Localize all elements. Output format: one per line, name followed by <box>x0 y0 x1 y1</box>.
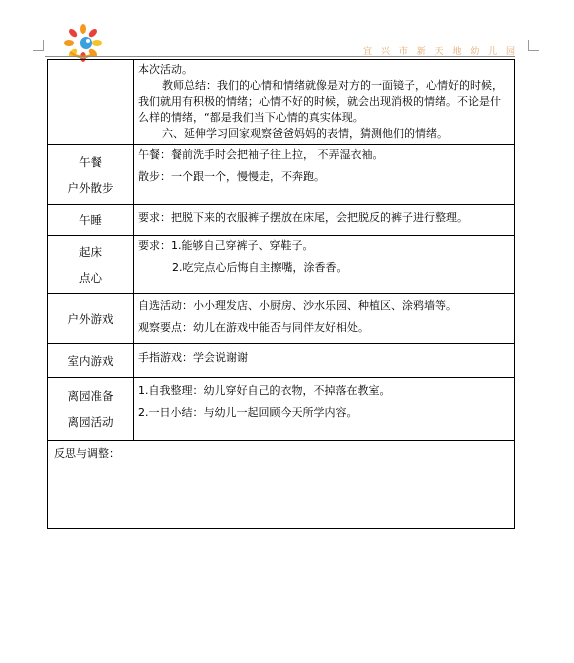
row-lunch <box>48 145 515 205</box>
row-outdoor <box>48 294 515 344</box>
snack-line: 2.吃完点心后悔自主擦嘴，涂香香。 <box>172 261 348 274</box>
header-divider <box>45 56 515 57</box>
nap-content-cell <box>134 205 515 236</box>
indoor-label: 室内游戏 <box>67 353 114 368</box>
indoor-label-cell <box>48 344 134 378</box>
snack-label: 点心 <box>79 270 102 285</box>
summary-line: 2.一日小结：与幼儿一起回顾今天所学内容。 <box>138 406 358 419</box>
leave-label-cell <box>48 378 134 441</box>
indoor-line: 手指游戏：学会说谢谢 <box>138 351 248 364</box>
activity-label-cell <box>48 60 134 145</box>
row-activity <box>48 60 515 145</box>
row-leave <box>48 378 515 441</box>
activity-line: 教师总结：我们的心情和情绪就像是对方的一面镜子，心情好的时候，我们就用有积极的情绪；心情不好的时候，就会出现消极的情绪。不论是什么样的情绪，“都是我们当下心情的真实体现。 <box>138 79 503 124</box>
wake-label: 起床 <box>79 244 102 259</box>
wake-label-cell <box>48 236 134 294</box>
observe-line: 观察要点：幼儿在游戏中能否与同伴友好相处。 <box>138 321 369 334</box>
lunch-line: 午餐：餐前洗手时会把袖子往上拉， 不弄湿衣袖。 <box>138 148 384 161</box>
lunch-label: 午餐 <box>79 154 102 169</box>
wake-content-cell <box>134 236 515 294</box>
leave-activity-label: 离园活动 <box>67 415 114 429</box>
outdoor-label: 户外游戏 <box>67 311 114 326</box>
walk-label: 户外散步 <box>67 180 114 195</box>
activity-line: 本次活动。 <box>138 63 193 76</box>
nap-label-cell <box>48 205 134 236</box>
lunch-content-cell <box>134 145 515 205</box>
activity-line: 六、延伸学习回家观察爸爸妈妈的表情，猜测他们的情绪。 <box>162 127 448 140</box>
row-indoor <box>48 344 515 378</box>
wake-line: 要求：1.能够自己穿裤子、穿鞋子。 <box>138 239 314 252</box>
school-logo-icon <box>62 22 104 64</box>
leave-line: 1.自我整理：幼儿穿好自己的衣物，不掉落在教室。 <box>138 384 391 397</box>
nap-label: 午睡 <box>79 213 102 227</box>
indoor-content-cell <box>134 344 515 378</box>
outdoor-line: 自选活动：小小理发店、小厨房、沙水乐园、种植区、涂鸦墙等。 <box>138 299 457 312</box>
row-nap <box>48 205 515 236</box>
leave-content-cell <box>134 378 515 441</box>
lunch-label-cell <box>48 145 134 205</box>
outdoor-content-cell <box>134 294 515 344</box>
nap-line: 要求：把脱下来的衣服裤子摆放在床尾，会把脱反的裤子进行整理。 <box>138 211 468 224</box>
outdoor-label-cell <box>48 294 134 344</box>
school-name: 宜 兴 市 新 天 地 幼 儿 园 <box>363 47 518 57</box>
crop-mark-right <box>528 40 539 51</box>
row-wake <box>48 236 515 294</box>
reflection-label: 反思与调整： <box>54 447 120 460</box>
daily-plan-table <box>47 59 515 529</box>
activity-content-cell <box>134 60 515 145</box>
walk-line: 散步：一个跟一个，慢慢走，不奔跑。 <box>138 170 325 183</box>
reflection-cell[interactable] <box>48 441 515 529</box>
leave-prep-label: 离园准备 <box>67 389 114 403</box>
row-reflection <box>48 441 515 529</box>
crop-mark-left <box>33 40 44 51</box>
